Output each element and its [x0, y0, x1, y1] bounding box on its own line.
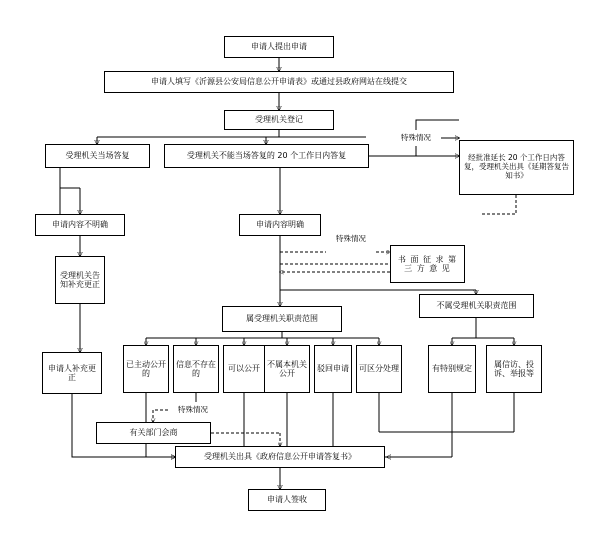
node-not-exist: 信息不存在的 — [173, 345, 219, 393]
node-petition-complaint: 属信访、投诉、举报等 — [486, 345, 542, 393]
node-not-this-agency: 不属本机关公开 — [264, 345, 310, 393]
node-extension-notice: 经批准延长 20 个工作日内答复，受理机关出具《延期答复告知书》 — [459, 140, 574, 195]
node-notify-supplement: 受理机关告知补充更正 — [55, 256, 105, 304]
node-separable: 可区分处理 — [356, 345, 402, 393]
node-content-unclear: 申请内容不明确 — [35, 214, 125, 236]
node-applicant-receipt: 申请人签收 — [248, 489, 326, 511]
annotation-special-case-2: 特殊情况 — [326, 231, 376, 247]
node-applicant-submit: 申请人提出申请 — [224, 36, 334, 58]
node-special-rules: 有特别规定 — [428, 345, 476, 393]
node-reject-request: 驳回申请 — [314, 345, 352, 393]
node-onsite-reply: 受理机关当场答复 — [45, 144, 150, 168]
node-outside-duty: 不属受理机关职责范围 — [419, 294, 534, 318]
node-agency-register: 受理机关登记 — [224, 110, 334, 130]
node-department-consult: 有关部门会商 — [96, 422, 211, 444]
node-fill-form: 申请人填写《沂源县公安局信息公开申请表》或通过县政府网站在线提交 — [104, 71, 454, 93]
node-issue-reply-letter: 受理机关出具《政府信息公开申请答复书》 — [175, 446, 385, 468]
node-can-disclose: 可以公开 — [223, 345, 265, 393]
node-20day-reply: 受理机关不能当场答复的 20 个工作日内答复 — [164, 144, 369, 168]
annotation-special-case-3: 特殊情况 — [168, 402, 218, 418]
node-content-clear: 申请内容明确 — [239, 214, 321, 236]
annotation-special-case-1: 特殊情况 — [391, 130, 441, 146]
node-within-duty: 属受理机关职责范围 — [222, 306, 342, 332]
node-already-public: 已主动公开的 — [123, 345, 169, 393]
node-third-party-opinion: 书 面 征 求 第 三 方 意 见 — [390, 245, 465, 283]
node-applicant-supplement: 申请人补充更正 — [42, 352, 102, 394]
